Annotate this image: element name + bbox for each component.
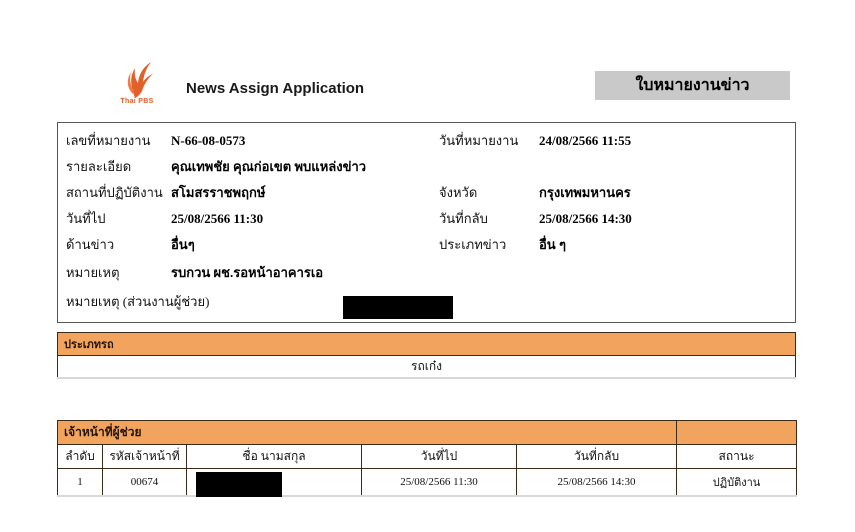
field-label [439,154,539,180]
field-value: คุณเทพชัย คุณก่อเขต พบแหล่งข่าว [171,159,367,174]
thai-pbs-logo [108,60,166,108]
field-label: ด้านข่าว [66,237,115,252]
field-value: อื่น ๆ [539,237,566,252]
col-header-date-back: วันที่กลับ [517,445,677,469]
col-header-date-go: วันที่ไป [362,445,517,469]
staff-table-title-spacer [677,421,797,445]
info-row-dates [58,206,795,232]
info-row-category [58,232,795,258]
field-label: วันที่กลับ [439,211,488,226]
vehicle-table-header: ประเภทรถ [58,333,796,356]
info-row-number [58,128,795,154]
assistant-staff-table [57,420,797,497]
staff-table-title: เจ้าหน้าที่ผู้ช่วย [58,421,677,445]
field-label: วันที่หมายงาน [439,133,519,148]
logo-caption: Thai PBS [120,98,154,105]
field-value: สโมสรราชพฤกษ์ [171,185,266,200]
info-row-remark [58,258,795,287]
field-value: 24/08/2566 11:55 [539,133,632,148]
field-value: N-66-08-0573 [171,133,246,148]
field-value: 25/08/2566 14:30 [539,211,632,226]
cell-staff-id: 00674 [103,469,187,496]
field-label: จังหวัด [439,185,478,200]
staff-table-row [58,469,797,496]
field-label: เลขที่หมายงาน [66,133,151,148]
info-row-detail [58,154,795,180]
staff-table-header-row [58,445,797,469]
field-label: รายละเอียด [66,159,132,174]
field-label [439,258,539,287]
field-label: หมายเหตุ [66,265,120,280]
col-header-status: สถานะ [677,445,797,469]
field-value: กรุงเทพมหานคร [539,185,631,200]
app-title: News Assign Application [186,80,365,97]
cell-no: 1 [58,469,103,496]
field-value: อื่นๆ [171,237,195,252]
col-header-no: ลำดับ [58,445,103,469]
field-label: วันที่ไป [66,211,106,226]
redacted-value-box [343,296,453,319]
cell-date-back: 25/08/2566 14:30 [517,469,677,496]
field-label: ประเภทข่าว [439,237,507,252]
field-value: รบกวน ผช.รอหน้าอาคารเอ [171,265,324,280]
info-row-location [58,180,795,206]
field-value: 25/08/2566 11:30 [171,211,264,226]
col-header-staff-id: รหัสเจ้าหน้าที่ [103,445,187,469]
field-label: หมายเหตุ (ส่วนงานผู้ช่วย) [66,294,210,309]
cell-date-go: 25/08/2566 11:30 [362,469,517,496]
assignment-info-box [57,122,796,323]
field-value [539,154,795,180]
cell-status: ปฏิบัติงาน [677,469,797,496]
cell-name [187,469,362,496]
redacted-name-box [196,472,282,497]
field-value [539,258,795,287]
staff-table-title-row [58,421,797,445]
thai-pbs-flame-icon [115,60,159,100]
field-label: สถานที่ปฏิบัติงาน [66,185,163,200]
vehicle-type-value: รถเก๋ง [58,356,796,379]
col-header-name: ชื่อ นามสกุล [187,445,362,469]
report-type-button[interactable]: ใบหมายงานข่าว [595,71,790,100]
vehicle-type-table [57,332,796,379]
